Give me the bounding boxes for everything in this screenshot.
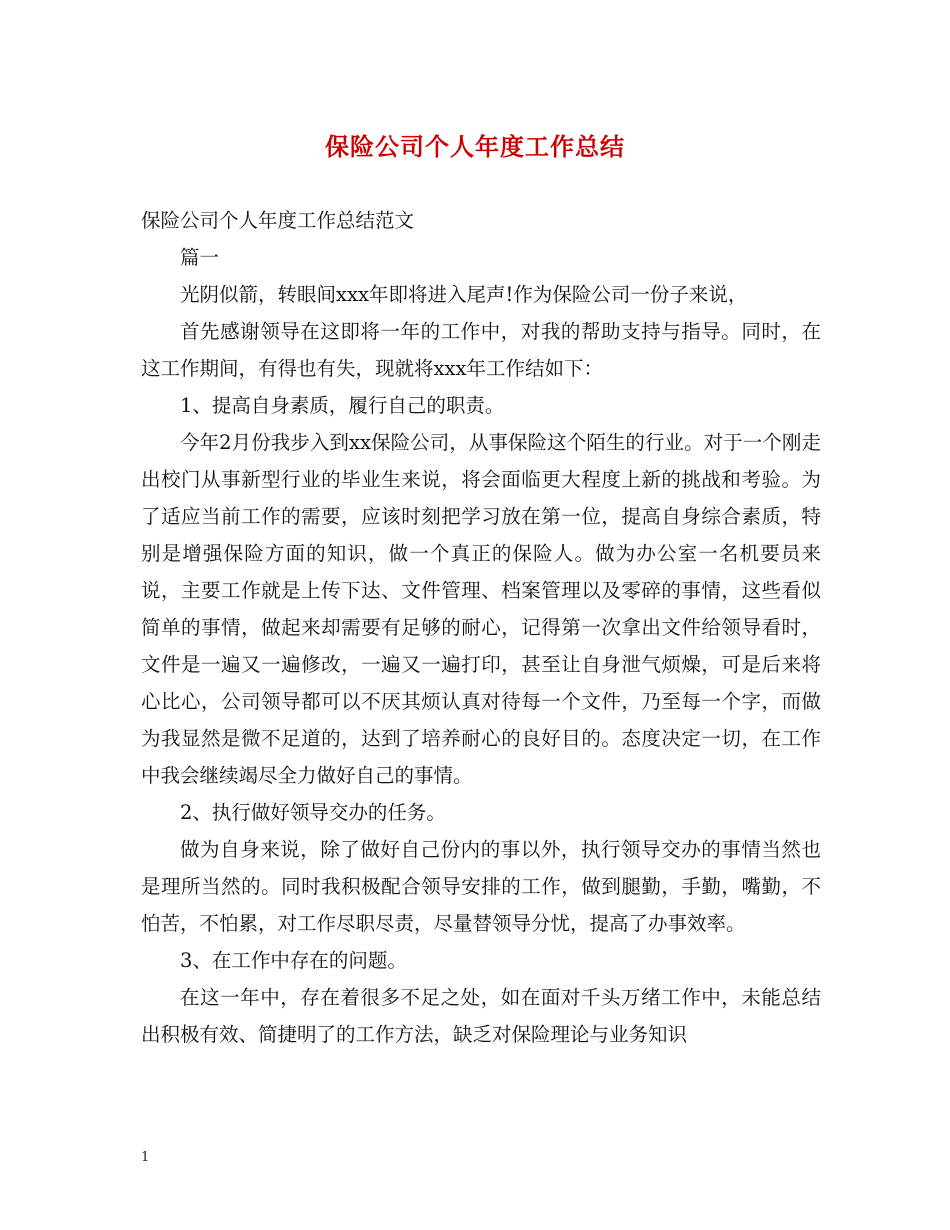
- body-paragraph: 光阴似箭，转眼间xxx年即将进入尾声!作为保险公司一份子来说，: [180, 283, 748, 306]
- section-label: 篇一: [180, 246, 220, 269]
- document-body: [141, 202, 821, 1053]
- document-title: 保险公司个人年度工作总结: [325, 132, 625, 161]
- body-paragraph: 今年2月份我步入到xx保险公司，从事保险这个陌生的行业。对于一个刚走出校门从事新型行业的毕业生来说，将会面临更大程度上新的挑战和考验。为了适应当前工作的需要，应该时刻把学习放在第一位，提高自身综合素质，特别是增强保险方面的知识，做一个真正的保险人。做为办公室一名机要员来说，主要工作就是上传下达、文件管理、档案管理以及零碎的事情，这些看似简单的事情，做起来却需要有足够的耐心，记得第一次拿出文件给领导看时，文件是一遍又一遍修改，一遍又一遍打印，甚至让自身泄气烦燥，可是后来将心比心，公司领导都可以不厌其烦认真对待每一个文件，乃至每一个字，而做为我显然是微不足道的，达到了培养耐心的良好目的。态度决定一切，在工作中我会继续竭尽全力做好自己的事情。: [141, 431, 821, 787]
- subtitle-paragraph: 保险公司个人年度工作总结范文: [141, 209, 415, 232]
- section-heading: 2、执行做好领导交办的任务。: [180, 801, 446, 824]
- body-paragraph: 首先感谢领导在这即将一年的工作中，对我的帮助支持与指导。同时，在这工作期间，有得也有失，现就将xxx年工作结如下：: [141, 320, 821, 380]
- body-paragraph: 在这一年中，存在着很多不足之处，如在面对千头万绪工作中，未能总结出积极有效、简捷明了的工作方法，缺乏对保险理论与业务知识: [141, 986, 821, 1046]
- body-paragraph: 做为自身来说，除了做好自己份内的事以外，执行领导交办的事情当然也是理所当然的。同时我积极配合领导安排的工作，做到腿勤，手勤，嘴勤，不怕苦，不怕累，对工作尽职尽责，尽量替领导分忧，提高了办事效率。: [141, 838, 821, 935]
- section-heading: 3、在工作中存在的问题。: [180, 949, 407, 972]
- page-number: 1: [141, 1150, 150, 1165]
- section-heading: 1、提高自身素质，履行自己的职责。: [180, 394, 505, 417]
